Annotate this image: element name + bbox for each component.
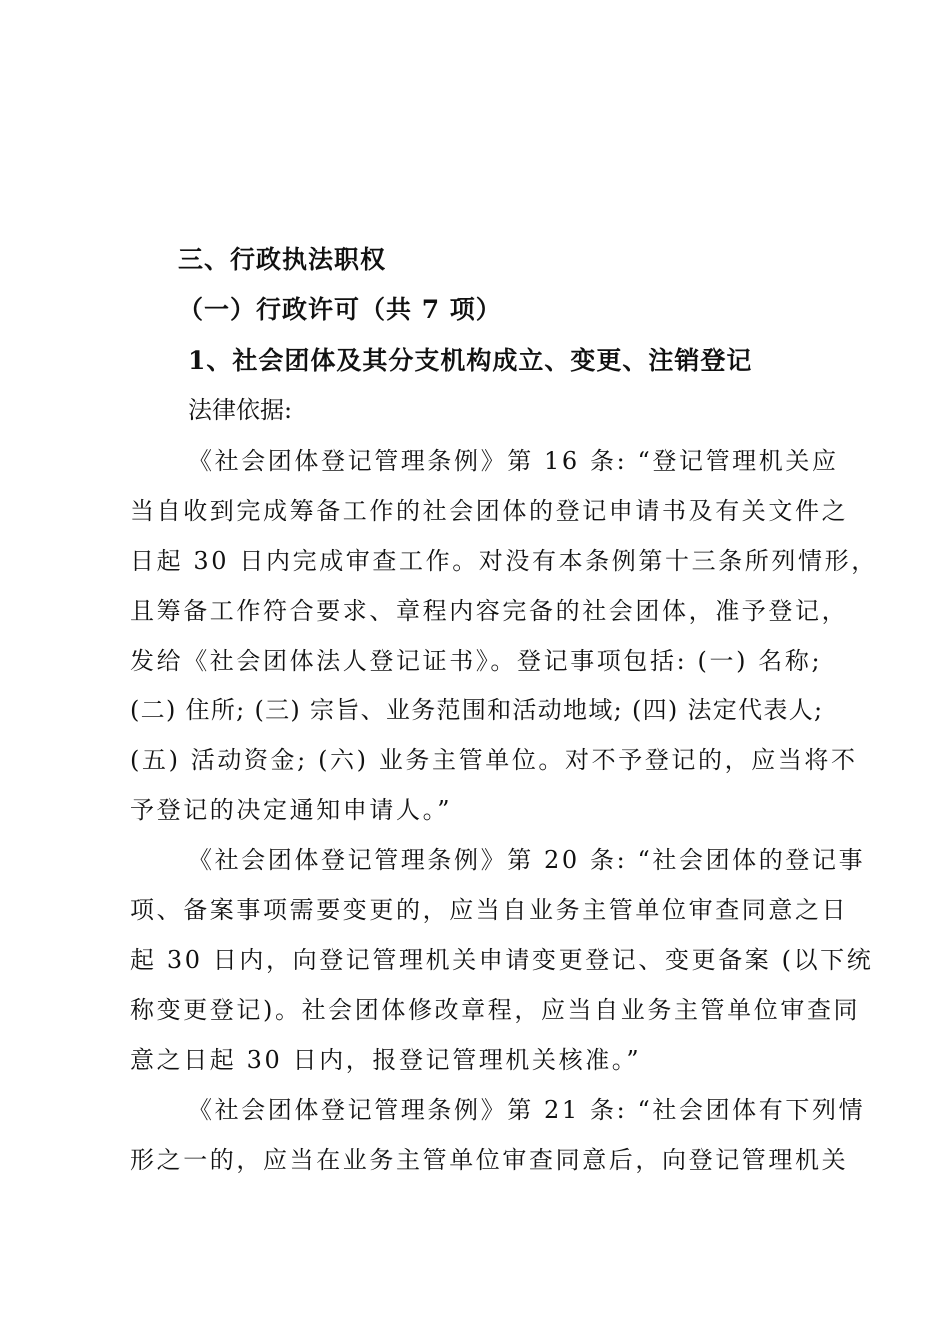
paragraph-1-line-2: 当自收到完成筹备工作的社会团体的登记申请书及有关文件之 xyxy=(130,497,849,525)
paragraph-1-line-6: (二) 住所; (三) 宗旨、业务范围和活动地域; (四) 法定代表人; xyxy=(130,696,824,724)
paragraph-1-line-3: 日起 30 日内完成审查工作。对没有本条例第十三条所列情形， xyxy=(130,547,878,575)
paragraph-2-line-4: 称变更登记)。社会团体修改章程，应当自业务主管单位审查同 xyxy=(130,996,861,1024)
paragraph-1-line-8: 予登记的决定通知申请人。” xyxy=(130,796,453,824)
paragraph-2-line-2: 项、备案事项需要变更的，应当自业务主管单位审查同意之日 xyxy=(130,896,849,924)
item-title: 1、社会团体及其分支机构成立、变更、注销登记 xyxy=(188,346,753,375)
paragraph-1-line-7: (五) 活动资金; (六) 业务主管单位。对不予登记的，应当将不 xyxy=(130,746,858,774)
section-title: 三、行政执法职权 xyxy=(178,245,387,274)
paragraph-1-line-1: 《社会团体登记管理条例》第 16 条: “登记管理机关应 xyxy=(188,447,839,475)
paragraph-1-line-5: 发给《社会团体法人登记证书》。登记事项包括: (一) 名称; xyxy=(130,647,823,675)
paragraph-3-line-2: 形之一的，应当在业务主管单位审查同意后，向登记管理机关 xyxy=(130,1146,849,1174)
paragraph-2-line-3: 起 30 日内，向登记管理机关申请变更登记、变更备案 (以下统 xyxy=(130,946,874,974)
subsection-title: （一）行政许可（共 7 项） xyxy=(178,295,502,324)
paragraph-3-line-1: 《社会团体登记管理条例》第 21 条: “社会团体有下列情 xyxy=(188,1096,866,1124)
legal-basis-label: 法律依据: xyxy=(188,396,293,424)
paragraph-1-line-4: 且筹备工作符合要求、章程内容完备的社会团体，准予登记， xyxy=(130,597,849,625)
paragraph-2-line-1: 《社会团体登记管理条例》第 20 条: “社会团体的登记事 xyxy=(188,846,866,874)
paragraph-2-line-5: 意之日起 30 日内，报登记管理机关核准。” xyxy=(130,1046,642,1074)
